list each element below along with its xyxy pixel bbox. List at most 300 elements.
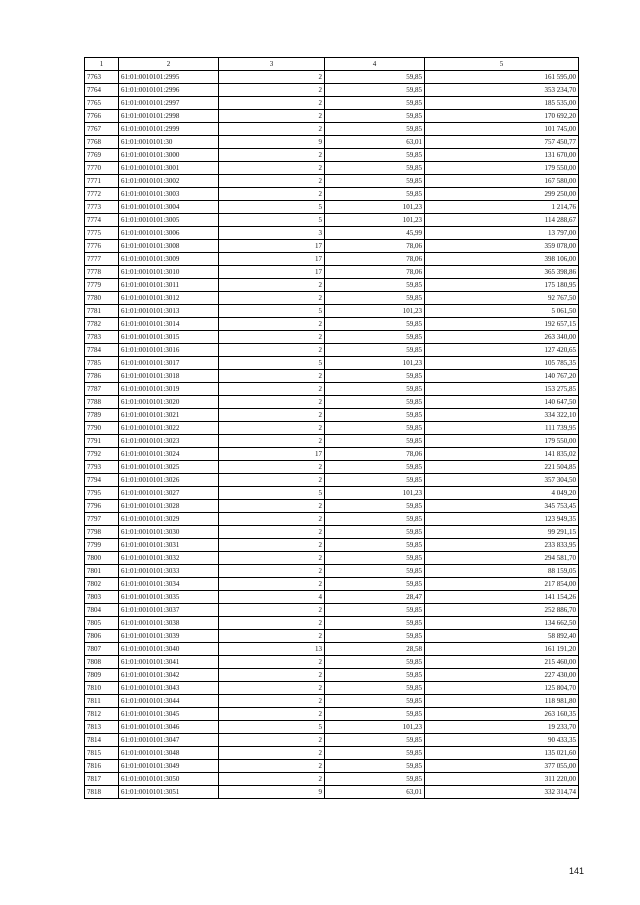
- table-cell: 61:01:0010101:3050: [119, 773, 219, 786]
- table-cell: 7780: [85, 292, 119, 305]
- table-cell: 2: [219, 292, 325, 305]
- table-row: [85, 188, 579, 201]
- table-cell: 59,85: [325, 617, 425, 630]
- table-row: [85, 630, 579, 643]
- table-cell: 61:01:0010101:3014: [119, 318, 219, 331]
- table-cell: 252 886,70: [425, 604, 579, 617]
- table-cell: 59,85: [325, 97, 425, 110]
- table-cell: 58 892,40: [425, 630, 579, 643]
- table-cell: 61:01:0010101:3046: [119, 721, 219, 734]
- table-cell: 28,58: [325, 643, 425, 656]
- table-cell: 17: [219, 266, 325, 279]
- table-cell: 78,06: [325, 448, 425, 461]
- table-cell: 59,85: [325, 695, 425, 708]
- table-cell: 59,85: [325, 396, 425, 409]
- table-row: [85, 149, 579, 162]
- table-cell: 2: [219, 318, 325, 331]
- table-cell: 7799: [85, 539, 119, 552]
- table-cell: 78,06: [325, 240, 425, 253]
- table-cell: 2: [219, 461, 325, 474]
- table-row: [85, 201, 579, 214]
- table-cell: 7810: [85, 682, 119, 695]
- table-cell: 2: [219, 474, 325, 487]
- table-cell: 7801: [85, 565, 119, 578]
- table-row: [85, 240, 579, 253]
- table-cell: 7772: [85, 188, 119, 201]
- table-row: [85, 565, 579, 578]
- table-cell: 61:01:0010101:3022: [119, 422, 219, 435]
- table-cell: 7808: [85, 656, 119, 669]
- table-cell: 61:01:0010101:3013: [119, 305, 219, 318]
- table-cell: 170 692,20: [425, 110, 579, 123]
- table-cell: 7770: [85, 162, 119, 175]
- table-row: [85, 110, 579, 123]
- table-cell: 2: [219, 604, 325, 617]
- table-cell: 2: [219, 617, 325, 630]
- table-cell: 61:01:0010101:3045: [119, 708, 219, 721]
- table-cell: 92 767,50: [425, 292, 579, 305]
- table-cell: 2: [219, 747, 325, 760]
- table-cell: 59,85: [325, 110, 425, 123]
- table-cell: 7795: [85, 487, 119, 500]
- table-cell: 101,23: [325, 357, 425, 370]
- table-cell: 61:01:0010101:3003: [119, 188, 219, 201]
- table-cell: 7792: [85, 448, 119, 461]
- table-cell: 59,85: [325, 175, 425, 188]
- table-row: [85, 708, 579, 721]
- table-cell: 61:01:0010101:3043: [119, 682, 219, 695]
- table-cell: 7778: [85, 266, 119, 279]
- table-cell: 217 854,00: [425, 578, 579, 591]
- table-row: [85, 578, 579, 591]
- table-cell: 7812: [85, 708, 119, 721]
- table-row: [85, 84, 579, 97]
- table-cell: 7777: [85, 253, 119, 266]
- table-cell: 61:01:0010101:3027: [119, 487, 219, 500]
- table-row: [85, 682, 579, 695]
- table-cell: 2: [219, 669, 325, 682]
- table-cell: 28,47: [325, 591, 425, 604]
- table-cell: 2: [219, 682, 325, 695]
- table-cell: 61:01:0010101:3042: [119, 669, 219, 682]
- table-cell: 61:01:0010101:3031: [119, 539, 219, 552]
- table-cell: 61:01:0010101:3016: [119, 344, 219, 357]
- table-cell: 5: [219, 305, 325, 318]
- table-cell: 61:01:0010101:3032: [119, 552, 219, 565]
- table-cell: 61:01:0010101:3011: [119, 279, 219, 292]
- table-cell: 2: [219, 370, 325, 383]
- table-row: [85, 123, 579, 136]
- table-cell: 61:01:0010101:3048: [119, 747, 219, 760]
- table-row: [85, 448, 579, 461]
- table-row: [85, 357, 579, 370]
- table-cell: 7816: [85, 760, 119, 773]
- table-cell: 5: [219, 201, 325, 214]
- table-cell: 61:01:0010101:3010: [119, 266, 219, 279]
- table-cell: 233 833,95: [425, 539, 579, 552]
- table-cell: 61:01:0010101:3019: [119, 383, 219, 396]
- table-cell: 61:01:0010101:3024: [119, 448, 219, 461]
- table-cell: 17: [219, 240, 325, 253]
- table-cell: 2: [219, 279, 325, 292]
- table-cell: 59,85: [325, 760, 425, 773]
- table-row: [85, 71, 579, 84]
- table-row: [85, 643, 579, 656]
- table-cell: 7786: [85, 370, 119, 383]
- table-cell: 334 322,10: [425, 409, 579, 422]
- table-row: [85, 695, 579, 708]
- table-cell: 7763: [85, 71, 119, 84]
- table-row: [85, 162, 579, 175]
- header-row: [85, 58, 579, 71]
- table-cell: 359 078,00: [425, 240, 579, 253]
- table-cell: 7774: [85, 214, 119, 227]
- table-cell: 7800: [85, 552, 119, 565]
- table-cell: 61:01:0010101:3026: [119, 474, 219, 487]
- table-cell: 2: [219, 656, 325, 669]
- table-row: [85, 747, 579, 760]
- table-cell: 61:01:0010101:3051: [119, 786, 219, 799]
- table-cell: 61:01:0010101:3025: [119, 461, 219, 474]
- table-row: [85, 214, 579, 227]
- table-cell: 59,85: [325, 435, 425, 448]
- table-cell: 141 154,26: [425, 591, 579, 604]
- table-row: [85, 227, 579, 240]
- table-cell: 61:01:0010101:3034: [119, 578, 219, 591]
- table-cell: 2: [219, 396, 325, 409]
- table-cell: 7789: [85, 409, 119, 422]
- table-cell: 215 460,00: [425, 656, 579, 669]
- table-cell: 61:01:0010101:2999: [119, 123, 219, 136]
- table-cell: 59,85: [325, 526, 425, 539]
- table-cell: 9: [219, 786, 325, 799]
- table-row: [85, 396, 579, 409]
- table-cell: 2: [219, 123, 325, 136]
- table-cell: 7766: [85, 110, 119, 123]
- table-cell: 61:01:0010101:3004: [119, 201, 219, 214]
- table-cell: 7814: [85, 734, 119, 747]
- table-cell: 61:01:0010101:3009: [119, 253, 219, 266]
- table-row: [85, 136, 579, 149]
- table-cell: 2: [219, 188, 325, 201]
- table-cell: 2: [219, 422, 325, 435]
- table-cell: 7765: [85, 97, 119, 110]
- table-cell: 59,85: [325, 318, 425, 331]
- table-cell: 7782: [85, 318, 119, 331]
- table-cell: 101,23: [325, 721, 425, 734]
- table-cell: 7775: [85, 227, 119, 240]
- table-cell: 7783: [85, 331, 119, 344]
- table-body: [85, 71, 579, 799]
- column-header-5: 5: [425, 58, 579, 71]
- table-cell: 61:01:0010101:3012: [119, 292, 219, 305]
- table-cell: 19 233,70: [425, 721, 579, 734]
- table-cell: 61:01:0010101:2995: [119, 71, 219, 84]
- table-row: [85, 760, 579, 773]
- table-cell: 2: [219, 513, 325, 526]
- table-cell: 5: [219, 357, 325, 370]
- table-cell: 59,85: [325, 84, 425, 97]
- table-cell: 61:01:0010101:3021: [119, 409, 219, 422]
- table-cell: 353 234,70: [425, 84, 579, 97]
- table-cell: 59,85: [325, 552, 425, 565]
- table-cell: 59,85: [325, 669, 425, 682]
- table-cell: 59,85: [325, 630, 425, 643]
- table-cell: 179 550,00: [425, 435, 579, 448]
- table-cell: 5: [219, 214, 325, 227]
- table-cell: 59,85: [325, 331, 425, 344]
- table-cell: 61:01:0010101:3028: [119, 500, 219, 513]
- table-cell: 118 981,80: [425, 695, 579, 708]
- table-cell: 757 450,77: [425, 136, 579, 149]
- table-cell: 221 504,85: [425, 461, 579, 474]
- table-cell: 179 550,00: [425, 162, 579, 175]
- table-cell: 294 581,70: [425, 552, 579, 565]
- table-cell: 2: [219, 435, 325, 448]
- table-cell: 59,85: [325, 422, 425, 435]
- table-row: [85, 253, 579, 266]
- table-cell: 63,01: [325, 786, 425, 799]
- table-cell: 7768: [85, 136, 119, 149]
- table-cell: 5 061,50: [425, 305, 579, 318]
- table-cell: 2: [219, 578, 325, 591]
- table-cell: 7813: [85, 721, 119, 734]
- table-cell: 90 433,35: [425, 734, 579, 747]
- table-row: [85, 591, 579, 604]
- data-table: [84, 57, 579, 799]
- table-cell: 88 159,05: [425, 565, 579, 578]
- table-row: [85, 175, 579, 188]
- table-cell: 1 214,76: [425, 201, 579, 214]
- table-cell: 141 835,02: [425, 448, 579, 461]
- table-cell: 7818: [85, 786, 119, 799]
- table-cell: 7817: [85, 773, 119, 786]
- table-cell: 365 398,86: [425, 266, 579, 279]
- table-cell: 2: [219, 539, 325, 552]
- table-cell: 61:01:0010101:3030: [119, 526, 219, 539]
- table-cell: 61:01:0010101:3008: [119, 240, 219, 253]
- table-cell: 101 745,00: [425, 123, 579, 136]
- table-row: [85, 97, 579, 110]
- table-cell: 78,06: [325, 266, 425, 279]
- table-cell: 175 180,95: [425, 279, 579, 292]
- table-row: [85, 669, 579, 682]
- table-cell: 61:01:0010101:3040: [119, 643, 219, 656]
- table-cell: 59,85: [325, 565, 425, 578]
- table-row: [85, 279, 579, 292]
- table-cell: 61:01:0010101:3000: [119, 149, 219, 162]
- table-cell: 59,85: [325, 71, 425, 84]
- table-cell: 161 595,00: [425, 71, 579, 84]
- table-cell: 61:01:0010101:3029: [119, 513, 219, 526]
- table-cell: 59,85: [325, 123, 425, 136]
- table-cell: 140 647,50: [425, 396, 579, 409]
- table-row: [85, 500, 579, 513]
- table-cell: 7781: [85, 305, 119, 318]
- table-cell: 99 291,15: [425, 526, 579, 539]
- table-cell: 299 250,00: [425, 188, 579, 201]
- table-cell: 2: [219, 500, 325, 513]
- table-cell: 2: [219, 383, 325, 396]
- table-cell: 7776: [85, 240, 119, 253]
- table-cell: 7788: [85, 396, 119, 409]
- table-cell: 61:01:0010101:3035: [119, 591, 219, 604]
- table-cell: 2: [219, 708, 325, 721]
- table-cell: 7785: [85, 357, 119, 370]
- table-cell: 332 314,74: [425, 786, 579, 799]
- table-row: [85, 292, 579, 305]
- table-cell: 7807: [85, 643, 119, 656]
- table-row: [85, 786, 579, 799]
- table-row: [85, 344, 579, 357]
- table-cell: 2: [219, 565, 325, 578]
- table-cell: 7809: [85, 669, 119, 682]
- table-cell: 61:01:0010101:3038: [119, 617, 219, 630]
- table-cell: 7811: [85, 695, 119, 708]
- table-row: [85, 409, 579, 422]
- table-cell: 61:01:0010101:2996: [119, 84, 219, 97]
- table-cell: 59,85: [325, 461, 425, 474]
- table-cell: 61:01:0010101:3023: [119, 435, 219, 448]
- table-cell: 17: [219, 448, 325, 461]
- table-cell: 59,85: [325, 292, 425, 305]
- table-cell: 345 753,45: [425, 500, 579, 513]
- table-cell: 227 430,00: [425, 669, 579, 682]
- table-cell: 7805: [85, 617, 119, 630]
- table-cell: 7815: [85, 747, 119, 760]
- table-cell: 7804: [85, 604, 119, 617]
- table-cell: 61:01:0010101:3005: [119, 214, 219, 227]
- table-cell: 263 160,35: [425, 708, 579, 721]
- table-cell: 59,85: [325, 279, 425, 292]
- table-cell: 2: [219, 409, 325, 422]
- table-cell: 7769: [85, 149, 119, 162]
- table-cell: 153 275,85: [425, 383, 579, 396]
- table-cell: 7803: [85, 591, 119, 604]
- column-header-3: 3: [219, 58, 325, 71]
- table-cell: 59,85: [325, 149, 425, 162]
- table-cell: 7787: [85, 383, 119, 396]
- table-cell: 111 739,95: [425, 422, 579, 435]
- table-cell: 167 580,00: [425, 175, 579, 188]
- table-cell: 2: [219, 110, 325, 123]
- table-cell: 357 304,50: [425, 474, 579, 487]
- table-cell: 61:01:0010101:3049: [119, 760, 219, 773]
- table-cell: 101,23: [325, 305, 425, 318]
- table-row: [85, 604, 579, 617]
- table-cell: 7798: [85, 526, 119, 539]
- table-cell: 2: [219, 630, 325, 643]
- table-row: [85, 461, 579, 474]
- table-cell: 61:01:0010101:2998: [119, 110, 219, 123]
- table-cell: 61:01:0010101:3018: [119, 370, 219, 383]
- table-cell: 59,85: [325, 188, 425, 201]
- table-cell: 59,85: [325, 500, 425, 513]
- table-row: [85, 305, 579, 318]
- table-cell: 61:01:0010101:3047: [119, 734, 219, 747]
- table-cell: 5: [219, 721, 325, 734]
- table-cell: 59,85: [325, 747, 425, 760]
- table-cell: 398 106,00: [425, 253, 579, 266]
- table-cell: 7797: [85, 513, 119, 526]
- table-cell: 2: [219, 695, 325, 708]
- table-cell: 61:01:0010101:3020: [119, 396, 219, 409]
- table-cell: 4: [219, 591, 325, 604]
- table-cell: 2: [219, 71, 325, 84]
- table-cell: 2: [219, 526, 325, 539]
- table-cell: 3: [219, 227, 325, 240]
- table-cell: 61:01:0010101:3033: [119, 565, 219, 578]
- table-row: [85, 773, 579, 786]
- table-cell: 7764: [85, 84, 119, 97]
- table-cell: 61:01:0010101:3039: [119, 630, 219, 643]
- table-cell: 105 785,35: [425, 357, 579, 370]
- table-row: [85, 487, 579, 500]
- table-cell: 2: [219, 344, 325, 357]
- table-cell: 140 767,20: [425, 370, 579, 383]
- table-cell: 61:01:0010101:3002: [119, 175, 219, 188]
- table-cell: 2: [219, 331, 325, 344]
- table-cell: 61:01:0010101:3015: [119, 331, 219, 344]
- table-cell: 59,85: [325, 474, 425, 487]
- table-cell: 59,85: [325, 604, 425, 617]
- table-cell: 7773: [85, 201, 119, 214]
- table-cell: 59,85: [325, 162, 425, 175]
- table-cell: 134 662,50: [425, 617, 579, 630]
- table-cell: 78,06: [325, 253, 425, 266]
- table-row: [85, 526, 579, 539]
- table-row: [85, 383, 579, 396]
- column-header-4: 4: [325, 58, 425, 71]
- table-cell: 7771: [85, 175, 119, 188]
- table-cell: 61:01:0010101:30: [119, 136, 219, 149]
- table-cell: 59,85: [325, 773, 425, 786]
- table-cell: 5: [219, 487, 325, 500]
- table-cell: 125 804,70: [425, 682, 579, 695]
- table-cell: 59,85: [325, 513, 425, 526]
- table-cell: 7784: [85, 344, 119, 357]
- table-cell: 59,85: [325, 682, 425, 695]
- table-cell: 2: [219, 97, 325, 110]
- table-row: [85, 552, 579, 565]
- table-row: [85, 266, 579, 279]
- table-row: [85, 474, 579, 487]
- table-cell: 2: [219, 760, 325, 773]
- table-cell: 61:01:0010101:3044: [119, 695, 219, 708]
- table-cell: 61:01:0010101:3001: [119, 162, 219, 175]
- table-cell: 7793: [85, 461, 119, 474]
- table-cell: 2: [219, 149, 325, 162]
- table-row: [85, 422, 579, 435]
- table-cell: 263 340,00: [425, 331, 579, 344]
- table-row: [85, 721, 579, 734]
- table-cell: 59,85: [325, 383, 425, 396]
- table-cell: 2: [219, 773, 325, 786]
- table-cell: 7790: [85, 422, 119, 435]
- table-cell: 7779: [85, 279, 119, 292]
- table-cell: 7767: [85, 123, 119, 136]
- table-cell: 377 055,00: [425, 760, 579, 773]
- table-cell: 4 049,20: [425, 487, 579, 500]
- table-cell: 2: [219, 84, 325, 97]
- table-cell: 59,85: [325, 578, 425, 591]
- table-cell: 192 657,15: [425, 318, 579, 331]
- table-cell: 63,01: [325, 136, 425, 149]
- table-cell: 7791: [85, 435, 119, 448]
- table-cell: 59,85: [325, 734, 425, 747]
- table-row: [85, 435, 579, 448]
- table-cell: 17: [219, 253, 325, 266]
